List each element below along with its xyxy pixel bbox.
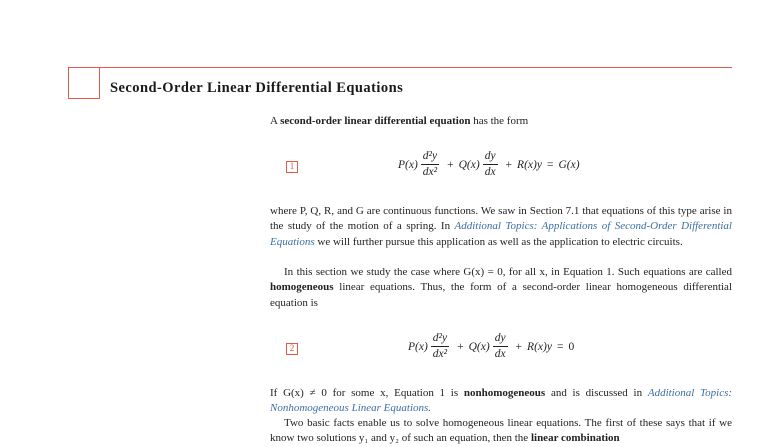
eq2-p-term: P(x) xyxy=(408,340,428,353)
eq2-plus-2: + xyxy=(515,340,523,353)
intro-text-start: A xyxy=(270,115,278,127)
intro-term: second-order linear differential equation xyxy=(280,115,471,127)
eq1-d2y: d²y xyxy=(421,150,439,165)
eq1-rhs: G(x) xyxy=(558,158,580,171)
paragraph-2 xyxy=(270,265,732,311)
eq2-rhs: 0 xyxy=(568,340,575,353)
p4-term-linear-combination: linear combination xyxy=(530,432,620,445)
p1-text-start: where P, Q, R, and G are continuous functions. We saw in Section 7.1 that equations of this type arise in the study of the motion of a spring. In xyxy=(270,205,732,233)
p3-term-nonhomogeneous: nonhomogeneous xyxy=(463,387,546,399)
p2-term-homogeneous: homogeneous xyxy=(270,281,334,294)
eq1-equals: = xyxy=(546,158,554,171)
eq1-second-derivative xyxy=(421,150,439,179)
eq2-dx: dx xyxy=(494,348,506,360)
equation-1-number: 1 xyxy=(286,161,298,173)
eq1-plus-2: + xyxy=(505,158,513,171)
p3-text-start: If G(x) ≠ 0 for some x, Equation 1 is xyxy=(270,387,459,399)
eq1-first-derivative xyxy=(483,150,498,179)
intro-text-end: has the form xyxy=(473,115,529,127)
p2-text-end: linear equations. Thus, the form of a second-order linear homogeneous differential equation is xyxy=(270,281,732,309)
eq1-r-term: R(x)y xyxy=(517,158,542,171)
equation-2-number: 2 xyxy=(286,343,298,355)
section-rule xyxy=(68,67,732,68)
eq2-second-derivative xyxy=(431,332,449,361)
p3-text-mid: and is discussed in xyxy=(550,387,643,399)
eq2-r-term: R(x)y xyxy=(527,340,552,353)
paragraph-3 xyxy=(270,386,732,417)
paragraph-1 xyxy=(270,204,732,250)
eq1-p-term: P(x) xyxy=(398,158,418,171)
eq2-dx2: dx² xyxy=(432,348,448,360)
eq2-d2y: d²y xyxy=(431,332,449,347)
eq2-first-derivative xyxy=(493,332,508,361)
eq2-equals: = xyxy=(556,340,564,353)
paragraph-4 xyxy=(270,416,732,447)
eq2-dy: dy xyxy=(493,332,508,347)
eq1-plus-1: + xyxy=(447,158,454,171)
link-nonhomogeneous-equations[interactable]: Additional Topics: Nonhomogeneous Linear Equations. xyxy=(270,387,733,415)
eq2-plus-1: + xyxy=(457,340,464,353)
equation-2 xyxy=(408,332,574,361)
p4-text-start: Two basic facts enable us to solve homogeneous linear equations. The first of these says that if we know two solutions y₁ and y₂ of such an equation, then the xyxy=(270,417,732,445)
eq1-q-term: Q(x) xyxy=(458,158,480,171)
eq1-dy: dy xyxy=(483,150,498,165)
section-marker-box xyxy=(68,67,100,99)
equation-1 xyxy=(398,150,580,179)
link-applications-second-order[interactable]: Additional Topics: Applications of Second-Order Differential Equations xyxy=(270,220,732,248)
p2-text-start: In this section we study the case where G(x) = 0, for all x, in Equation 1. Such equations are called xyxy=(284,266,732,278)
eq1-dx: dx xyxy=(484,166,496,178)
p1-text-end: we will further pursue this application as well as the application to electric circuits. xyxy=(317,235,683,248)
eq2-q-term: Q(x) xyxy=(468,340,490,353)
eq1-dx2: dx² xyxy=(422,166,438,178)
section-title: Second-Order Linear Differential Equations xyxy=(110,80,404,96)
intro-paragraph xyxy=(270,114,732,129)
